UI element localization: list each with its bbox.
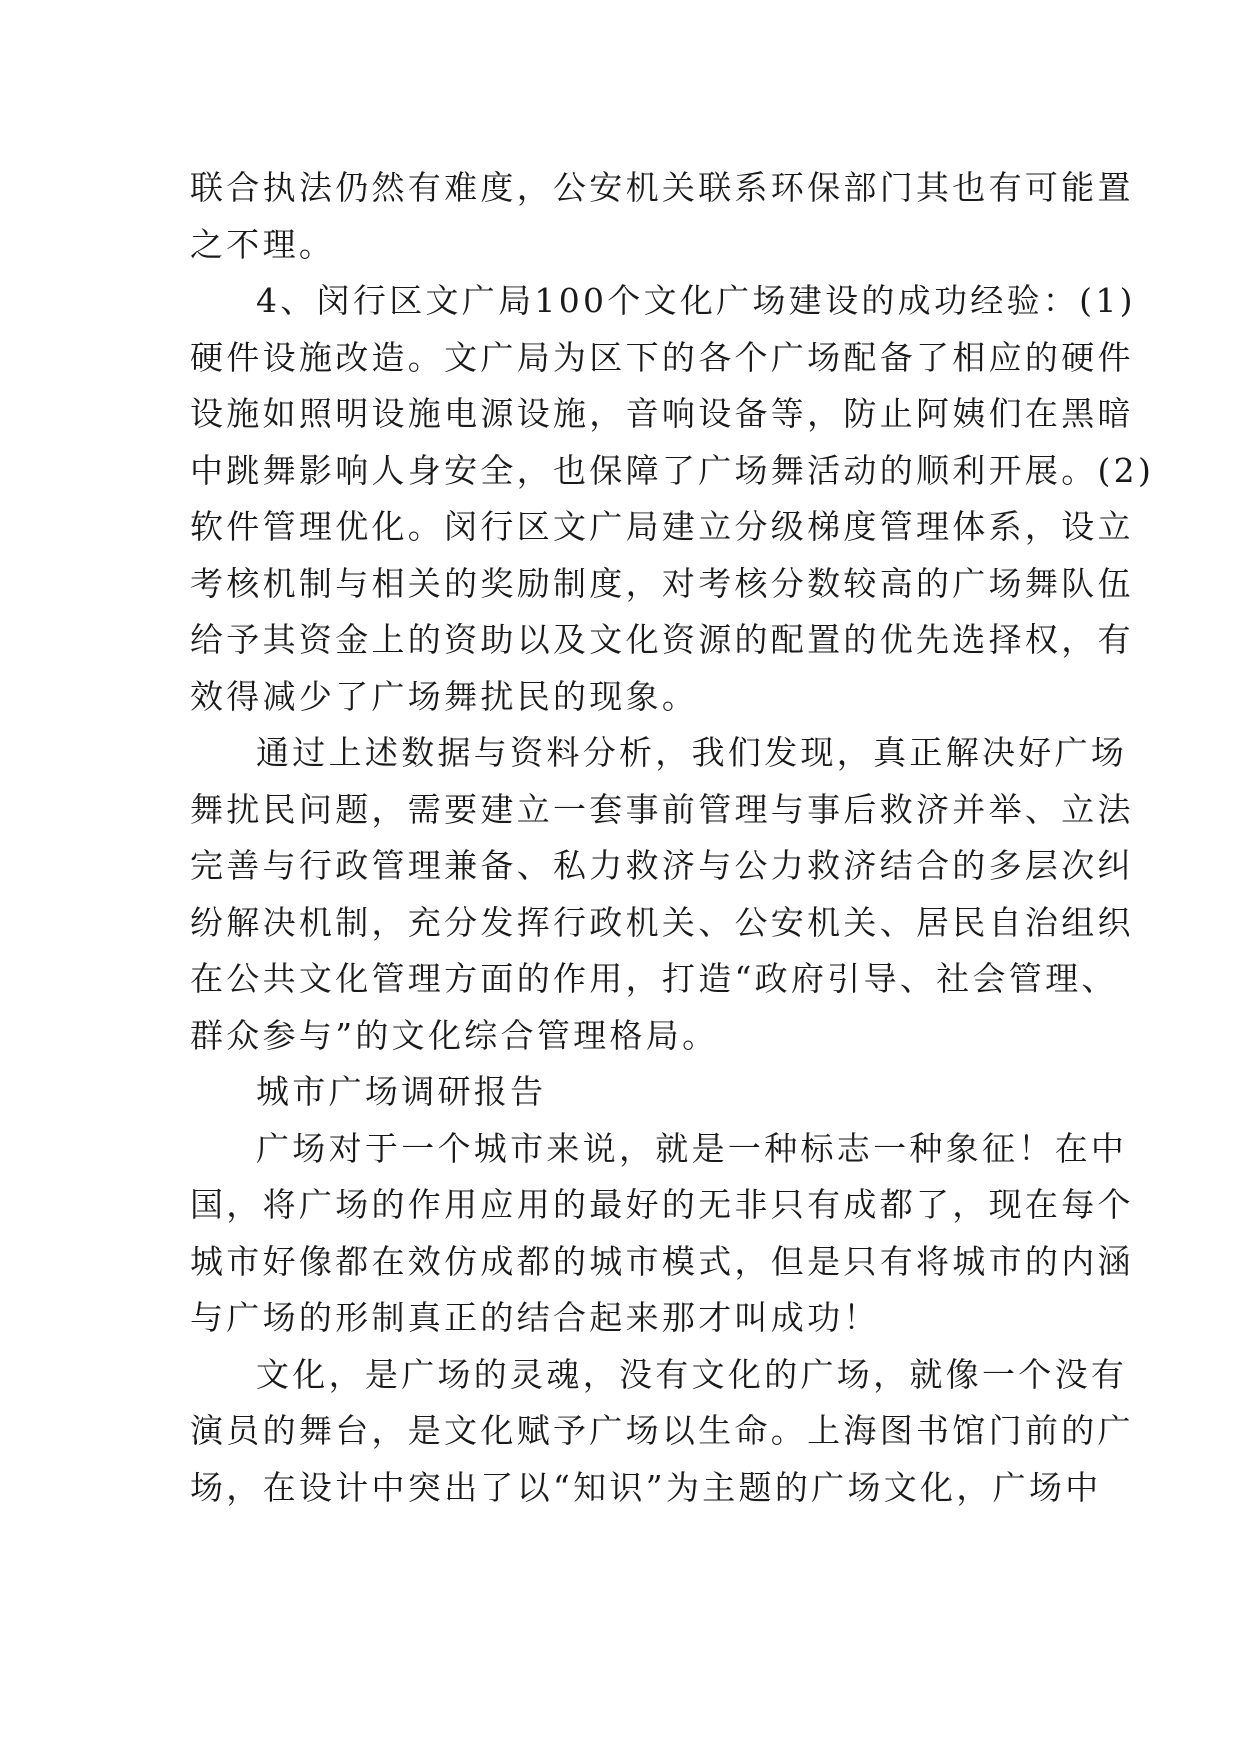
- text-line: 演员的舞台，是文化赋予广场以生命。上海图书馆门前的广: [190, 1411, 1134, 1450]
- text-line: 舞扰民问题，需要建立一套事前管理与事后救济并举、立法: [190, 789, 1134, 829]
- section-heading: 城市广场调研报告: [256, 1072, 547, 1111]
- text-line: 广场对于一个城市来说，就是一种标志一种象征！在中: [256, 1128, 1128, 1168]
- text-line: 中跳舞影响人身安全，也保障了广场舞活动的顺利开展。(2): [190, 450, 1155, 490]
- text-line: 4、闵行区文广局100个文化广场建设的成功经验：(1): [256, 281, 1136, 320]
- text-line: 通过上述数据与资料分析，我们发现，真正解决好广场: [256, 733, 1128, 772]
- text-line: 硬件设施改造。文广局为区下的各个广场配备了相应的硬件: [190, 337, 1134, 377]
- text-line: 城市好像都在效仿成都的城市模式，但是只有将城市的内涵: [190, 1241, 1134, 1281]
- text-line: 纷解决机制，充分发挥行政机关、公安机关、居民自治组织: [190, 902, 1134, 942]
- text-line: 考核机制与相关的奖励制度，对考核分数较高的广场舞队伍: [190, 563, 1134, 603]
- text-line: 完善与行政管理兼备、私力救济与公力救济结合的多层次纠: [190, 846, 1134, 885]
- text-line: 文化，是广场的灵魂，没有文化的广场，就像一个没有: [256, 1354, 1128, 1394]
- text-line: 软件管理优化。闵行区文广局建立分级梯度管理体系，设立: [190, 507, 1134, 546]
- text-line: 国，将广场的作用应用的最好的无非只有成都了，现在每个: [190, 1185, 1134, 1224]
- body-text: [190, 160, 1155, 1516]
- text-line: 给予其资金上的资助以及文化资源的配置的优先选择权，有: [190, 620, 1134, 659]
- text-line: 设施如照明设施电源设施，音响设备等，防止阿姨们在黑暗: [190, 394, 1134, 433]
- text-line: 与广场的形制真正的结合起来那才叫成功！: [190, 1298, 880, 1337]
- text-line: 联合执法仍然有难度，公安机关联系环保部门其也有可能置: [190, 168, 1134, 207]
- text-line: 在公共文化管理方面的作用，打造“政府引导、社会管理、: [190, 959, 1118, 998]
- text-line: 场，在设计中突出了以“知识”为主题的广场文化，广场中: [190, 1467, 1102, 1507]
- text-line: 效得减少了广场舞扰民的现象。: [190, 676, 699, 716]
- text-line: 群众参与”的文化综合管理格局。: [190, 1015, 719, 1055]
- text-line: 之不理。: [190, 224, 336, 264]
